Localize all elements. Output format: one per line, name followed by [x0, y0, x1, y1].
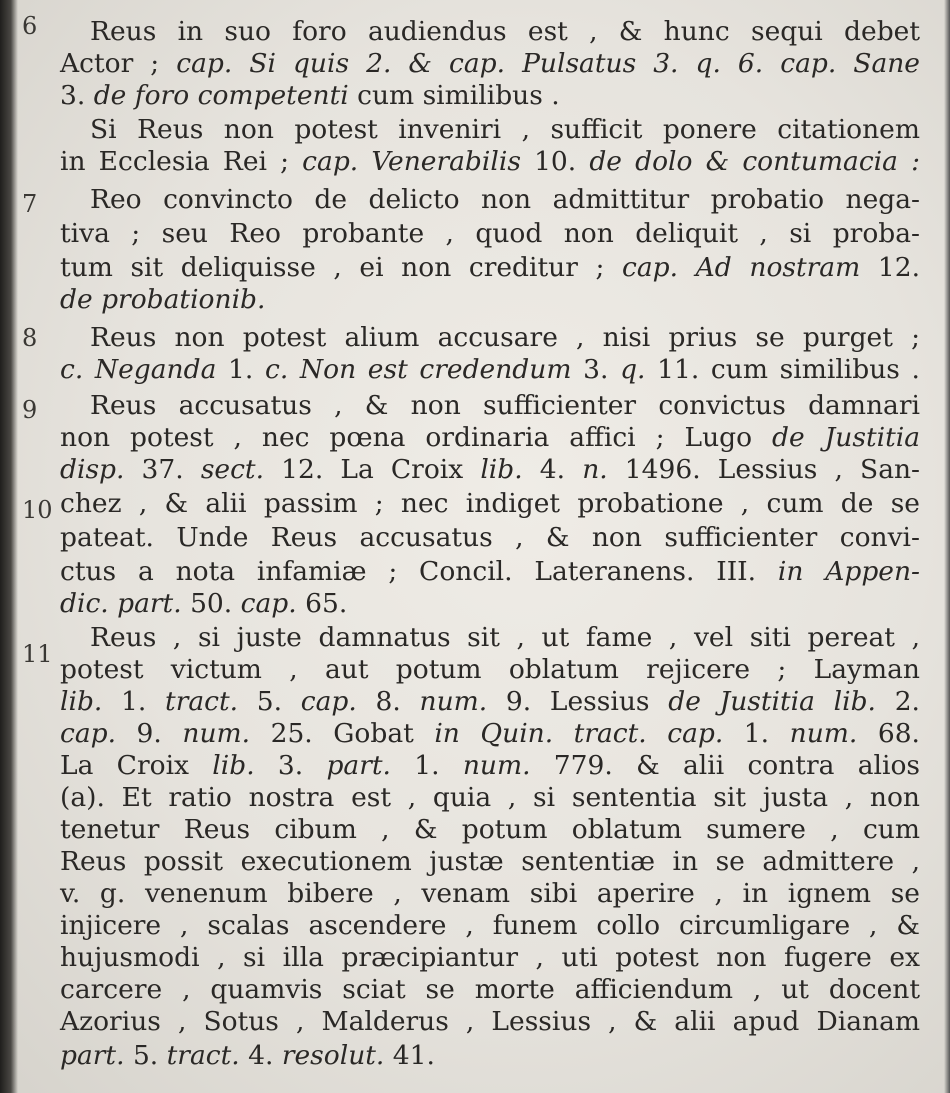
roman-run: 1496. Lessius , San- [607, 454, 921, 485]
text-line [60, 718, 920, 750]
roman-run: 1. [102, 686, 166, 717]
roman-run: 68. [857, 718, 920, 749]
roman-run: tum sit deliquisse , ei non creditur ; [60, 252, 623, 283]
roman-run: 5. [238, 686, 301, 717]
roman-run: 4. [239, 1040, 282, 1071]
roman-run: cum similibus . [348, 80, 560, 111]
roman-run: non potest , nec pœna ordinaria affici ; Lugo [60, 422, 773, 453]
italic-run: n. [582, 454, 608, 485]
text-line [60, 218, 920, 250]
roman-run: injicere , scalas ascendere , funem collo circumligare , & [60, 910, 920, 941]
italic-run: cap. Si quis 2. & cap. Pulsatus 3. q. 6. cap. Sane [176, 48, 920, 79]
italic-run: sect. [200, 454, 265, 485]
text-line [60, 782, 920, 814]
roman-run: Reus in suo foro audiendus est , & hunc sequi debet [90, 16, 920, 47]
roman-run: 4. [522, 454, 583, 485]
roman-run: (a). Et ratio nostra est , quia , si sententia sit justa , non [60, 782, 920, 813]
roman-run: carcere , quamvis sciat se morte afficiendum , ut docent [60, 974, 920, 1005]
text-line [90, 622, 920, 654]
roman-run: La Croix [60, 750, 213, 781]
roman-run: Reus accusatus , & non sufficienter convictus damnari [90, 390, 920, 421]
italic-run: num. [789, 718, 858, 749]
roman-run: 25. Gobat [250, 718, 435, 749]
italic-run: num. [462, 750, 531, 781]
roman-run: 2. [875, 686, 920, 717]
roman-run: Si Reus non potest inveniri , sufficit ponere citationem [90, 114, 920, 145]
text-line [60, 1006, 920, 1038]
italic-run: part. [60, 1040, 125, 1071]
roman-run: 65. [296, 588, 348, 619]
roman-run: 9. Lessius [487, 686, 669, 717]
text-line [60, 146, 920, 178]
roman-run: 37. [124, 454, 201, 485]
roman-run: 12. La Croix [264, 454, 481, 485]
roman-run: 12. [860, 252, 921, 283]
italic-run: lib. [60, 686, 103, 717]
italic-run: cap. Venerabilis [302, 146, 521, 177]
italic-run: cap. Ad nostram [622, 252, 861, 283]
italic-run: in Quin. tract. cap. [434, 718, 724, 749]
roman-run: Reus possit executionem justæ sententiæ in se admittere , [60, 846, 920, 877]
text-line [60, 654, 920, 686]
italic-run: de Justitia [772, 422, 920, 453]
roman-run: Reo convincto de delicto non admittitur probatio nega- [90, 184, 920, 215]
italic-run: c. Non est credendum [265, 354, 572, 385]
roman-run: tenetur Reus cibum , & potum oblatum sumere , cum [60, 814, 920, 845]
italic-run: tract. [165, 686, 239, 717]
text-line [60, 686, 920, 718]
italic-run: disp. [60, 454, 125, 485]
text-line [90, 114, 920, 146]
margin-number: 11 [22, 640, 53, 668]
text-line [60, 522, 920, 554]
roman-run: tiva ; seu Reo probante , quod non deliquit , si proba- [60, 218, 920, 249]
text-line [60, 252, 920, 284]
page-edge-shadow [944, 0, 950, 1093]
italic-run: tract. [166, 1040, 240, 1071]
italic-run: dic. part. [60, 588, 182, 619]
roman-run: Reus , si juste damnatus sit , ut fame , vel siti pereat , [90, 622, 920, 653]
roman-run: potest victum , aut potum oblatum rejicere ; Layman [60, 654, 920, 685]
text-line [60, 354, 920, 386]
margin-number: 8 [22, 324, 38, 352]
margin-number: 7 [22, 190, 38, 218]
roman-run: 5. [124, 1040, 167, 1071]
italic-run: cap. [60, 718, 117, 749]
text-line [60, 910, 920, 942]
roman-run: v. g. venenum bibere , venam sibi aperire , in ignem se [60, 878, 920, 909]
page-gutter-shadow [0, 0, 18, 1093]
italic-run: num. [419, 686, 488, 717]
italic-run: part. [326, 750, 391, 781]
roman-run: in Ecclesia Rei ; [60, 146, 303, 177]
margin-number: 10 [22, 496, 53, 524]
text-line [90, 322, 920, 354]
roman-run: 11. cum similibus . [645, 354, 920, 385]
italic-run: de probationib. [60, 284, 266, 315]
roman-run: ctus a nota infamiæ ; Concil. Lateranens. III. [60, 556, 778, 587]
roman-run: 1. [216, 354, 265, 385]
text-line [90, 390, 920, 422]
roman-run: 3. [571, 354, 621, 385]
roman-run: Reus non potest alium accusare , nisi prius se purget ; [90, 322, 920, 353]
text-line [60, 1040, 920, 1072]
italic-run: resolut. [281, 1040, 385, 1071]
text-line [60, 80, 920, 112]
italic-run: cap. [240, 588, 297, 619]
margin-number: 9 [22, 396, 38, 424]
text-line [60, 750, 920, 782]
text-line [90, 184, 920, 216]
italic-run: num. [182, 718, 251, 749]
roman-run: Azorius , Sotus , Malderus , Lessius , & alii apud Dianam [60, 1006, 920, 1037]
italic-run: in Appen- [777, 556, 920, 587]
text-line [60, 422, 920, 454]
italic-run: de dolo & contumacia : [589, 146, 921, 177]
text-line [60, 556, 920, 588]
text-line [60, 846, 920, 878]
text-line [60, 48, 920, 80]
roman-run: Actor ; [60, 48, 177, 79]
text-line [60, 284, 920, 316]
roman-run: 1. [723, 718, 790, 749]
roman-run: 41. [384, 1040, 435, 1071]
text-line [60, 588, 920, 620]
text-line [60, 454, 920, 486]
italic-run: lib. [480, 454, 523, 485]
roman-run: 3. [60, 80, 94, 111]
roman-run: hujusmodi , si illa præcipiantur , uti potest non fugere ex [60, 942, 920, 973]
roman-run: pateat. Unde Reus accusatus , & non sufficienter convi- [60, 522, 920, 553]
italic-run: de foro competenti [93, 80, 349, 111]
italic-run: lib. [212, 750, 255, 781]
roman-run: 9. [116, 718, 183, 749]
text-line [60, 488, 920, 520]
italic-run: c. Neganda [60, 354, 217, 385]
text-line [60, 878, 920, 910]
text-line [60, 942, 920, 974]
text-line [60, 814, 920, 846]
roman-run: 8. [356, 686, 420, 717]
italic-run: de Justitia lib. [668, 686, 876, 717]
margin-number: 6 [22, 12, 38, 40]
text-line [90, 16, 920, 48]
roman-run: 1. [390, 750, 463, 781]
roman-run: 10. [520, 146, 590, 177]
roman-run: 50. [181, 588, 241, 619]
text-line [60, 974, 920, 1006]
roman-run: 779. & alii contra alios [530, 750, 921, 781]
roman-run: chez , & alii passim ; nec indiget probatione , cum de se [60, 488, 920, 519]
italic-run: cap. [300, 686, 357, 717]
roman-run: 3. [254, 750, 327, 781]
italic-run: q. [620, 354, 646, 385]
